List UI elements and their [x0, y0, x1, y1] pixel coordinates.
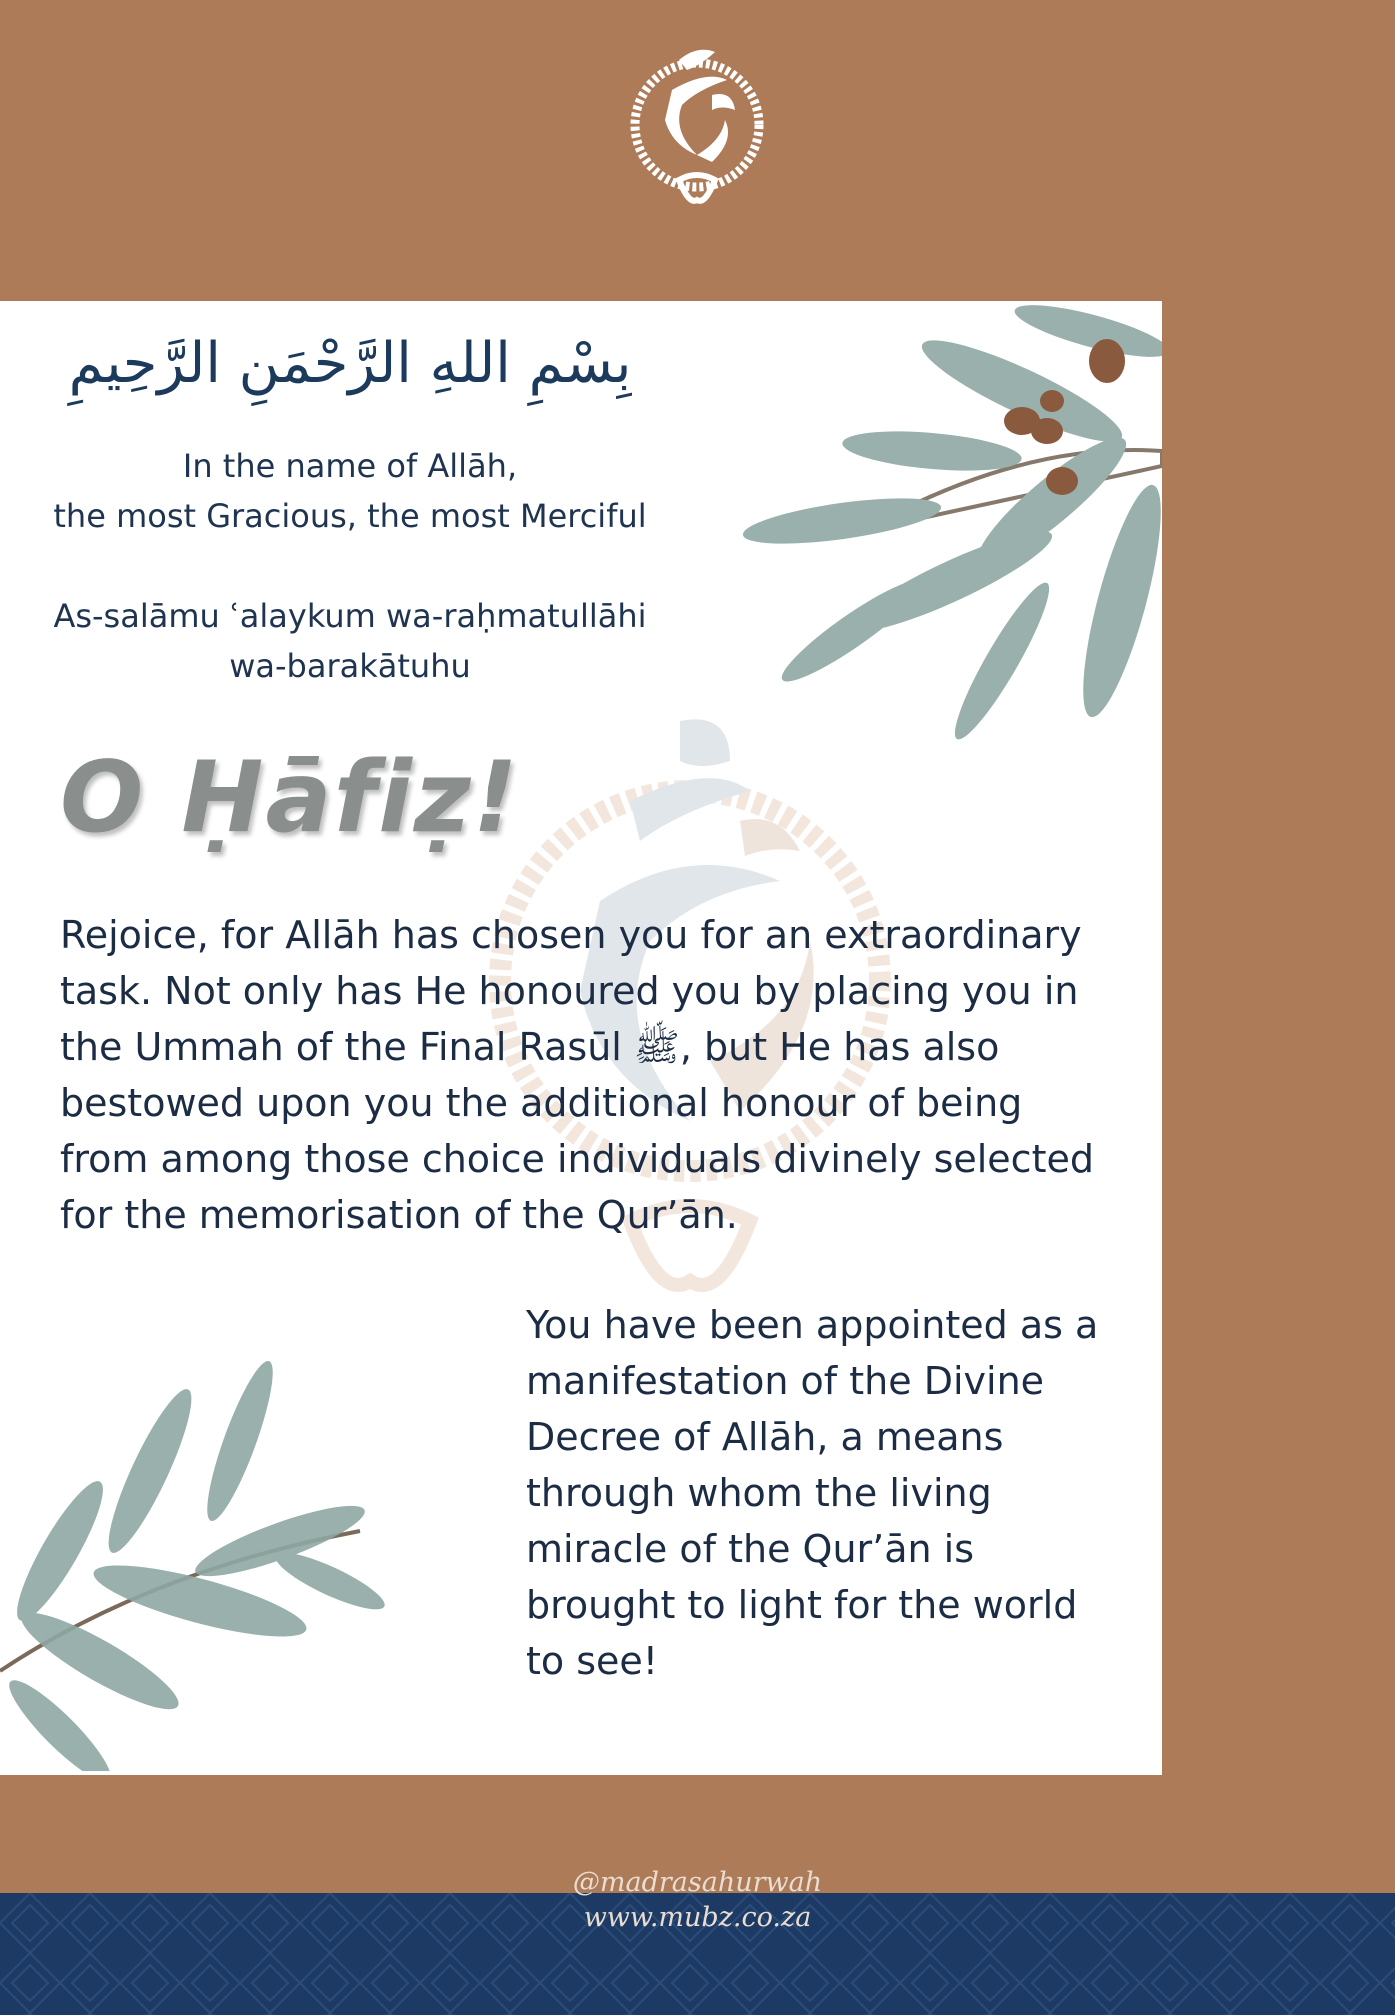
salam-greeting [20, 591, 680, 691]
paragraph-rejoice: Rejoice, for Allāh has chosen you for an extraordinary task. Not only has He honoured you by placing you in the Ummah of the Final Rasūl ﷺ, but He has also bestowed upon you the additional honour of being from among those choice individuals divinely selected for the memorisation of the Qur’ān. [60, 913, 1094, 1237]
page-title: O Ḥāfiẓ! [60, 741, 520, 855]
basmalah: بِسْمِ اللهِ الرَّحْمَنِ الرَّحِيمِ [68, 331, 632, 396]
salam-line: As-salāmu ʿalaykum wa-raḥmatullāhi [53, 597, 647, 635]
madrasah-logo-icon [617, 20, 777, 210]
paragraph-appointed: You have been appointed as a manifestation of the Divine Decree of Allāh, a means through whom the living miracle of the Qur’ān is brought to light for the world to see! [526, 1303, 1099, 1683]
salam-line: wa-barakātuhu [229, 647, 471, 685]
greeting-invocation [20, 441, 680, 541]
greeting-line: In the name of Allāh, [182, 447, 518, 485]
olive-branch-icon [0, 1351, 400, 1771]
social-handle[interactable]: @madrasahurwah [572, 1867, 823, 1898]
greeting-line: the most Gracious, the most Merciful [53, 497, 647, 535]
website-link[interactable]: www.mubz.co.za [583, 1902, 812, 1933]
letter-card [0, 301, 1162, 1775]
